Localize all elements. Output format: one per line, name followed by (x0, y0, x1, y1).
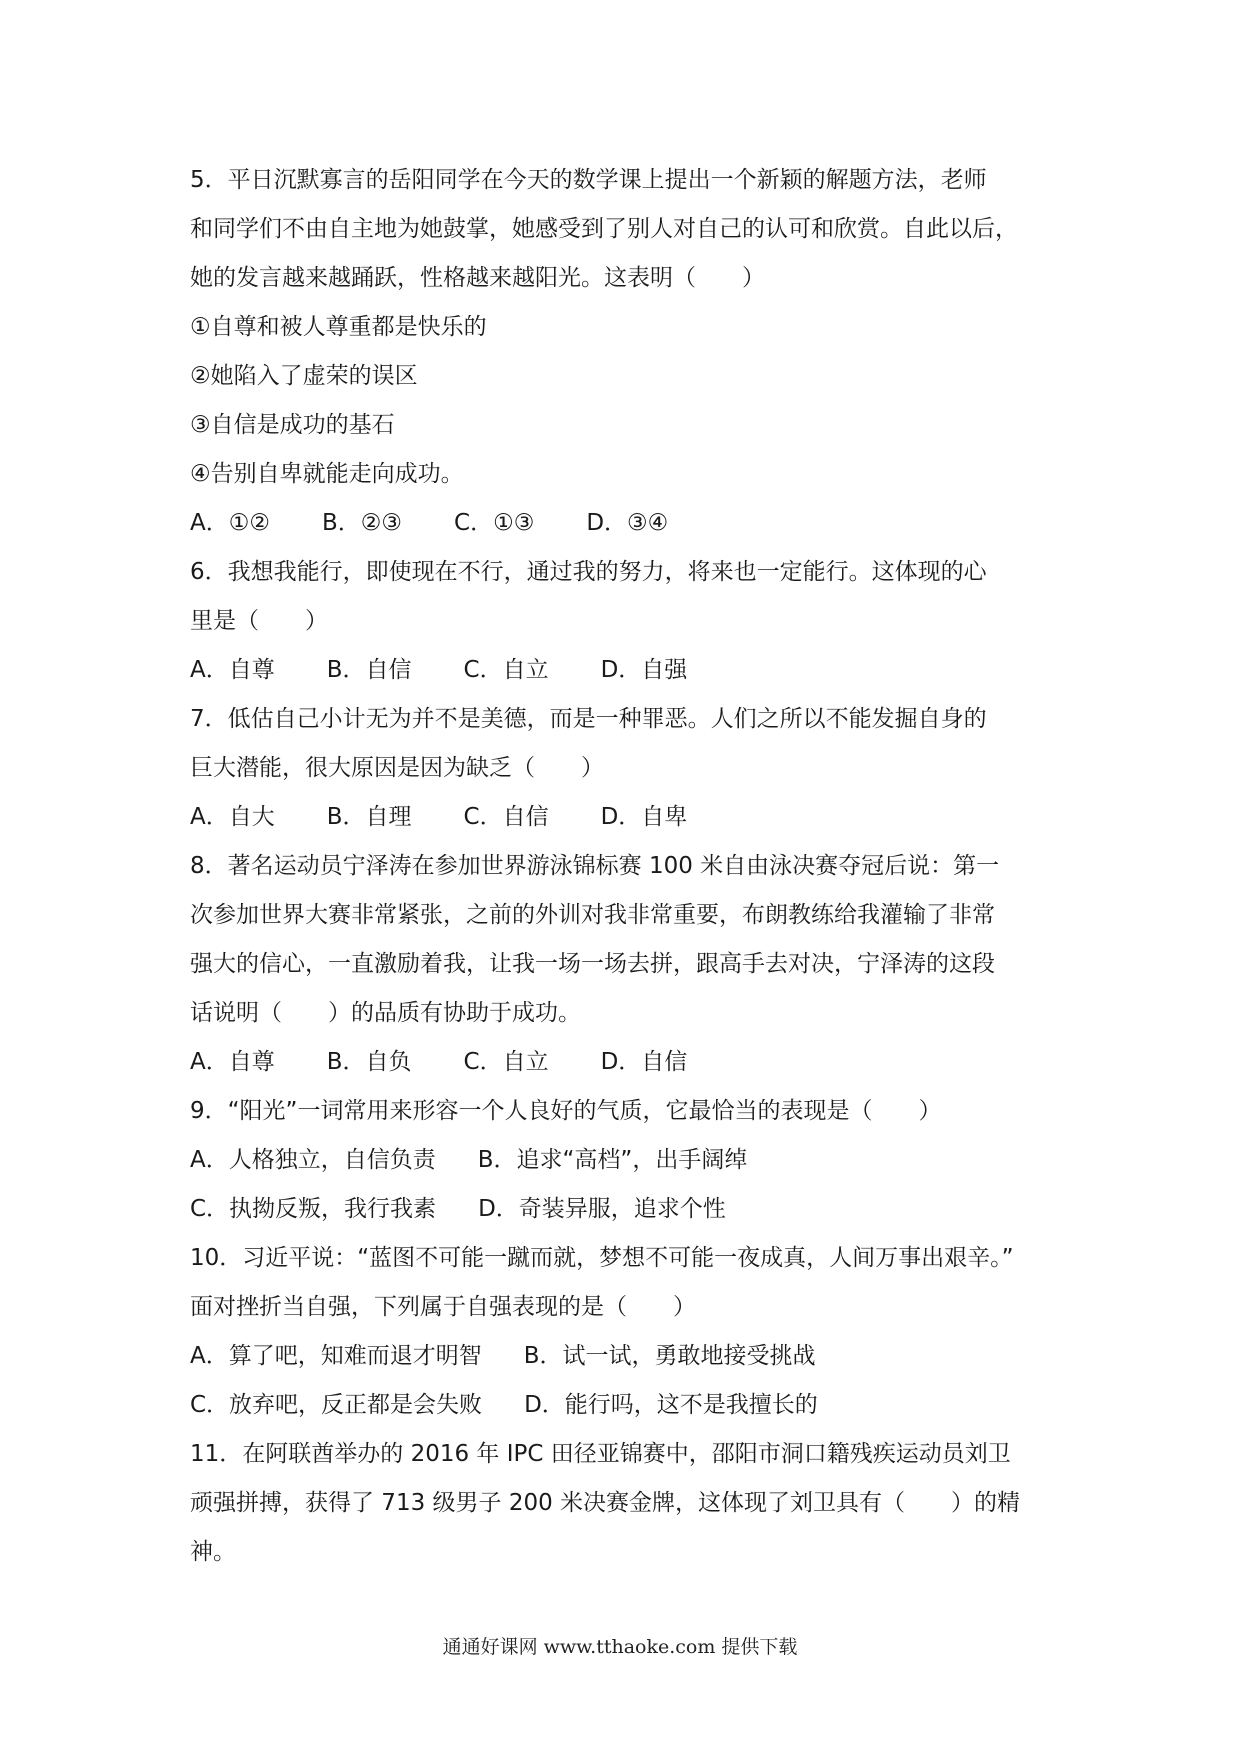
answer-option: B．自信 (326, 657, 412, 683)
question-block (190, 1430, 1060, 1577)
answer-option: D．自强 (600, 657, 688, 683)
question-block (190, 842, 1060, 1087)
question-stem-line: 7．低估自己小计无为并不是美德，而是一种罪恶。人们之所以不能发掘自身的 (190, 706, 987, 732)
answer-option: B．试一试，勇敢地接受挑战 (523, 1343, 816, 1369)
answer-option: B．追求“高档”，出手阔绰 (477, 1147, 748, 1173)
answer-option: A．自尊 (190, 1049, 275, 1075)
question-stem-line: 5．平日沉默寡言的岳阳同学在今天的数学课上提出一个新颖的解题方法，老师 (190, 167, 987, 193)
answer-option: A．自尊 (190, 657, 275, 683)
question-list (190, 156, 1060, 1577)
question-stem-line: 次参加世界大赛非常紧张，之前的外训对我非常重要，布朗教练给我灌输了非常 (190, 902, 995, 928)
answer-options-row (190, 1381, 1060, 1430)
answer-option: C．执拗反叛，我行我素 (190, 1196, 437, 1222)
question-block (190, 1234, 1060, 1430)
answer-option: A．人格独立，自信负责 (190, 1147, 436, 1173)
question-stem-line: 面对挫折当自强，下列属于自强表现的是（ ） (190, 1294, 696, 1320)
statement-item: ①自尊和被人尊重都是快乐的 (190, 314, 487, 340)
answer-option: C．自立 (463, 1049, 549, 1075)
answer-option: B．自负 (326, 1049, 412, 1075)
statement-item: ②她陷入了虚荣的误区 (190, 363, 418, 389)
answer-option: D．自卑 (600, 804, 688, 830)
answer-option: A．自大 (190, 804, 275, 830)
statement-item: ③自信是成功的基石 (190, 412, 395, 438)
question-block (190, 548, 1060, 695)
answer-option: C．自信 (463, 804, 549, 830)
question-stem-line: 顽强拼搏，获得了 713 级男子 200 米决赛金牌，这体现了刘卫具有（ ）的精 (190, 1490, 1021, 1516)
question-stem-line: 9．“阳光”一词常用来形容一个人良好的气质，它最恰当的表现是（ ） (190, 1098, 942, 1124)
answer-options-row (190, 793, 1060, 842)
answer-options-row (190, 1136, 1060, 1185)
answer-option: C．①③ (454, 510, 535, 536)
answer-option: D．能行吗，这不是我擅长的 (524, 1392, 818, 1418)
question-stem-line: 10．习近平说：“蓝图不可能一蹴而就，梦想不可能一夜成真，人间万事出艰辛。” (190, 1245, 1014, 1271)
question-stem-line: 11．在阿联酋举办的 2016 年 IPC 田径亚锦赛中，邵阳市洞口籍残疾运动员刘卫 (190, 1441, 1011, 1467)
answer-option: D．奇装异服，追求个性 (478, 1196, 726, 1222)
statement-item: ④告别自卑就能走向成功。 (190, 461, 464, 487)
question-stem-line: 话说明（ ）的品质有协助于成功。 (190, 1000, 581, 1026)
question-block (190, 156, 1060, 548)
question-stem-line: 神。 (190, 1539, 236, 1565)
question-stem-line: 巨大潜能，很大原因是因为缺乏（ ） (190, 755, 604, 781)
answer-options-row (190, 1185, 1060, 1234)
answer-options-row (190, 646, 1060, 695)
answer-option: A．算了吧，知难而退才明智 (190, 1343, 482, 1369)
question-stem-line: 和同学们不由自主地为她鼓掌，她感受到了别人对自己的认可和欣赏。自此以后， (190, 216, 1018, 242)
question-block (190, 695, 1060, 842)
question-stem-line: 她的发言越来越踊跃，性格越来越阳光。这表明（ ） (190, 265, 765, 291)
answer-options-row (190, 1332, 1060, 1381)
question-stem-line: 强大的信心，一直激励着我，让我一场一场去拼，跟高手去对决，宁泽涛的这段 (190, 951, 995, 977)
answer-options-row (190, 499, 1060, 548)
answer-option: D．③④ (586, 510, 669, 536)
answer-option: C．自立 (463, 657, 549, 683)
answer-option: B．自理 (326, 804, 412, 830)
question-stem-line: 6．我想我能行，即使现在不行，通过我的努力，将来也一定能行。这体现的心 (190, 559, 987, 585)
answer-option: B．②③ (321, 510, 403, 536)
question-stem-line: 8．著名运动员宁泽涛在参加世界游泳锦标赛 100 米自由泳决赛夺冠后说：第一 (190, 853, 1000, 879)
question-block (190, 1087, 1060, 1234)
page-footer: 通通好课网 www.tthaoke.com 提供下载 (442, 1636, 798, 1658)
answer-options-row (190, 1038, 1060, 1087)
answer-option: C．放弃吧，反正都是会失败 (190, 1392, 483, 1418)
question-stem-line: 里是（ ） (190, 608, 328, 634)
answer-option: D．自信 (600, 1049, 688, 1075)
answer-option: A．①② (190, 510, 270, 536)
